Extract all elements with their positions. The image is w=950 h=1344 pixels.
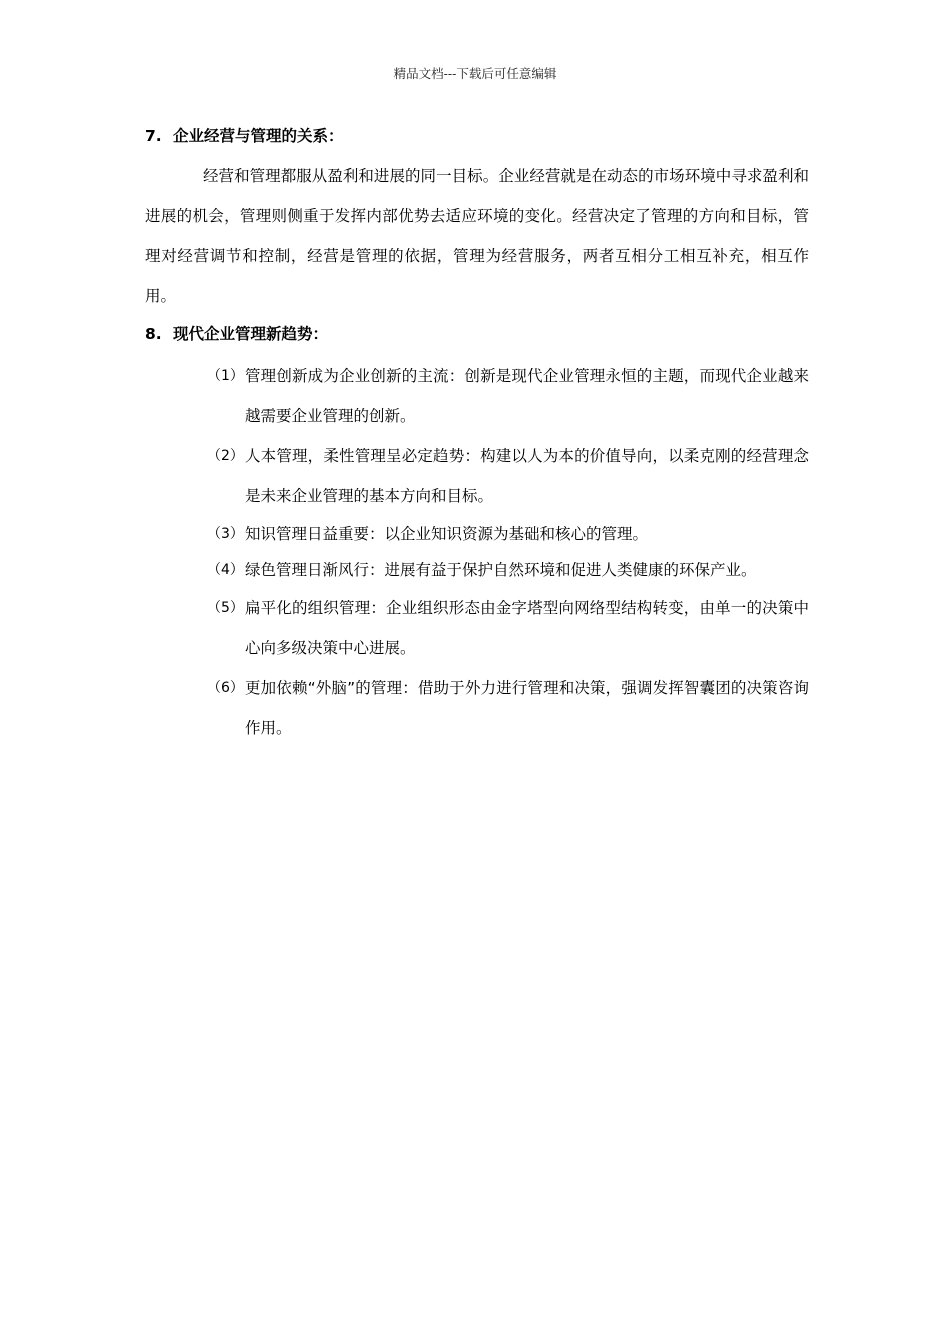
list-item <box>145 356 809 436</box>
list-item-text: 扁平化的组织管理：企业组织形态由金字塔型向网络型结构转变，由单一的决策中心向多级决策中心进展。 <box>245 599 809 657</box>
list-item-marker: （4） <box>207 562 244 578</box>
section-heading-7 <box>145 118 809 154</box>
list-item-marker: （3） <box>207 526 244 542</box>
list-item-marker: （6） <box>207 680 244 696</box>
list-item <box>145 668 809 748</box>
document-body <box>145 118 809 748</box>
list-item <box>145 552 809 588</box>
page-header: 精品文档---下载后可任意编辑 <box>393 66 557 81</box>
section-heading-8 <box>145 316 809 352</box>
section-paragraph: 经营和管理都服从盈利和进展的同一目标。企业经营就是在动态的市场环境中寻求盈利和进展的机会，管理则侧重于发挥内部优势去适应环境的变化。经营决定了管理的方向和目标，管理对经营调节和控制，经营是管理的依据，管理为经营服务，两者互相分工相互补充，相互作用。 <box>145 167 809 305</box>
list-item <box>145 436 809 516</box>
trend-list <box>145 356 809 748</box>
section-number: 8. <box>145 325 162 343</box>
list-item-marker: （2） <box>207 448 244 464</box>
section-title: 企业经营与管理的关系： <box>173 127 344 145</box>
list-item-text: 绿色管理日渐风行：进展有益于保护自然环境和促进人类健康的环保产业。 <box>245 561 757 579</box>
list-item <box>145 516 809 552</box>
list-item-text: 更加依赖“外脑”的管理：借助于外力进行管理和决策，强调发挥智囊团的决策咨询作用。 <box>245 679 809 737</box>
list-item-text: 知识管理日益重要：以企业知识资源为基础和核心的管理。 <box>245 525 649 543</box>
list-item <box>145 588 809 668</box>
list-item-text: 人本管理，柔性管理呈必定趋势：构建以人为本的价值导向，以柔克刚的经营理念是未来企业管理的基本方向和目标。 <box>245 447 809 505</box>
section-number: 7. <box>145 127 162 145</box>
list-item-marker: （1） <box>207 368 244 384</box>
list-item-text: 管理创新成为企业创新的主流：创新是现代企业管理永恒的主题，而现代企业越来越需要企业管理的创新。 <box>245 367 809 425</box>
list-item-marker: （5） <box>207 600 244 616</box>
section-title: 现代企业管理新趋势： <box>173 325 329 343</box>
